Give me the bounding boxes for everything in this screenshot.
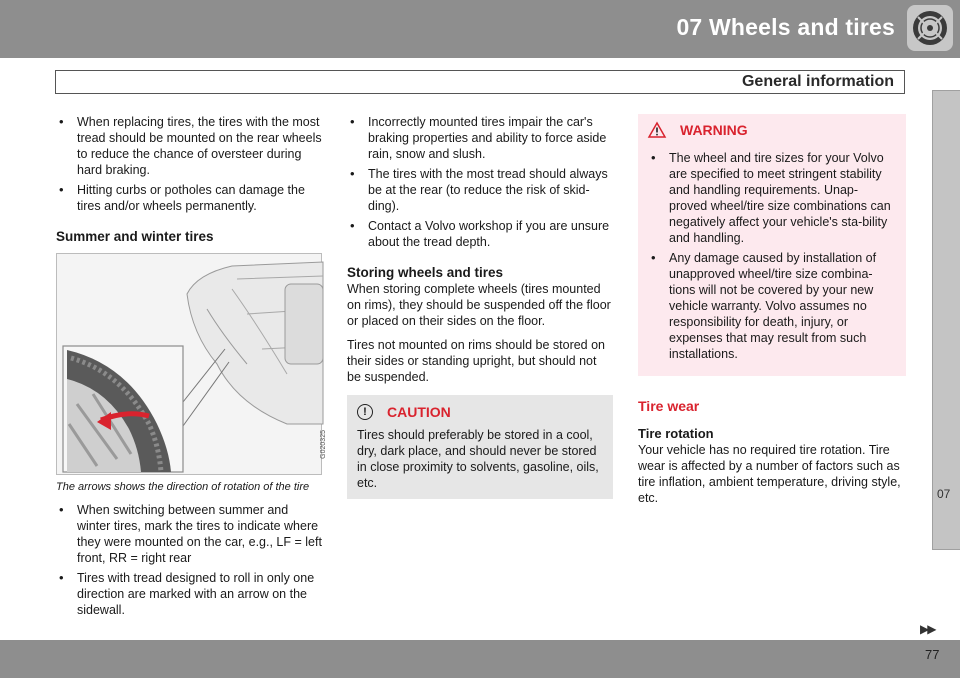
list-item: • Incorrectly mounted tires impair the car's braking properties and ability to force aside rain, snow and slush. — [347, 114, 613, 162]
bullet-list — [648, 150, 896, 362]
list-item: • When replacing tires, the tires with the most tread should be mounted on the rear wheels to reduce the chance of oversteer during hard braking. — [56, 114, 324, 178]
list-item: • Hitting curbs or potholes can damage the tires and/or wheels permanently. — [56, 182, 324, 214]
bullet-list — [347, 114, 613, 250]
list-item: • The tires with the most tread should always be at the rear (to reduce the risk of skid-ding). — [347, 166, 613, 214]
list-item: • Tires with tread designed to roll in only one direction are marked with an arrow on the sidewall. — [56, 570, 324, 618]
tire-rotation-illustration — [56, 253, 327, 475]
section-title: General information — [741, 73, 894, 90]
section-heading: Summer and winter tires — [56, 229, 214, 244]
list-item: • Contact a Volvo workshop if you are unsure about the tread depth. — [347, 218, 613, 250]
section-title-bar — [55, 70, 905, 94]
warning-header — [648, 120, 896, 140]
caution-header — [357, 401, 603, 423]
list-item: • The wheel and tire sizes for your Volvo are specified to meet stringent stability and handling requirements. Unap-proved wheel/tire size combinations can negatively affect your vehicle's sta-bility and handling. — [648, 150, 896, 246]
exclamation-circle-icon: ! — [357, 404, 373, 420]
chapter-title: 07 Wheels and tires — [676, 14, 895, 40]
list-item: • When switching between summer and winter tires, mark the tires to indicate where they were mounted on the car, e.g., LF = left front, RR = right rear — [56, 502, 324, 566]
column-right — [638, 114, 906, 514]
bullet-list — [56, 502, 324, 618]
list-item: • Any damage caused by installation of unapproved wheel/tire size combina-tions will not be covered by your new vehicle warranty. Volvo assumes no responsibility for death, injury, or expenses that may result from such installations. — [648, 250, 896, 362]
warning-triangle-icon — [648, 122, 666, 138]
column-left — [56, 114, 327, 622]
column-middle — [347, 114, 613, 499]
paragraph: Tires not mounted on rims should be stored on their sides or standing upright, but should not be suspended. — [347, 338, 606, 384]
tire-icon — [907, 5, 953, 51]
chapter-tab-label: 07 — [937, 487, 951, 501]
tire-rotation-heading: Tire rotation — [638, 426, 714, 441]
next-page-arrows[interactable]: ▶▶ — [920, 622, 935, 636]
figure-code: G020325 — [320, 430, 327, 459]
page-number: 77 — [925, 647, 940, 662]
chapter-side-tab[interactable] — [932, 90, 960, 550]
tire-wear-heading: Tire wear — [638, 398, 700, 414]
caution-box — [347, 395, 613, 499]
section-heading: Storing wheels and tires — [347, 265, 504, 280]
paragraph: When storing complete wheels (tires mounted on rims), they should be suspended off the floor or placed on their sides on the floor. — [347, 282, 611, 328]
figure-caption: The arrows shows the direction of rotation of the tire — [56, 481, 310, 493]
caution-title: CAUTION — [387, 404, 451, 420]
footer-bar — [0, 640, 960, 678]
warning-title: WARNING — [680, 122, 748, 138]
paragraph: Your vehicle has no required tire rotation. Tire wear is affected by a number of factors such as tire inflation, ambient temperature, driving style, etc. — [638, 443, 901, 505]
warning-box — [638, 114, 906, 376]
caution-text: Tires should preferably be stored in a cool, dry, dark place, and should never be stored in close proximity to solvents, gasoline, oils, etc. — [357, 428, 599, 490]
bullet-list — [56, 114, 324, 214]
